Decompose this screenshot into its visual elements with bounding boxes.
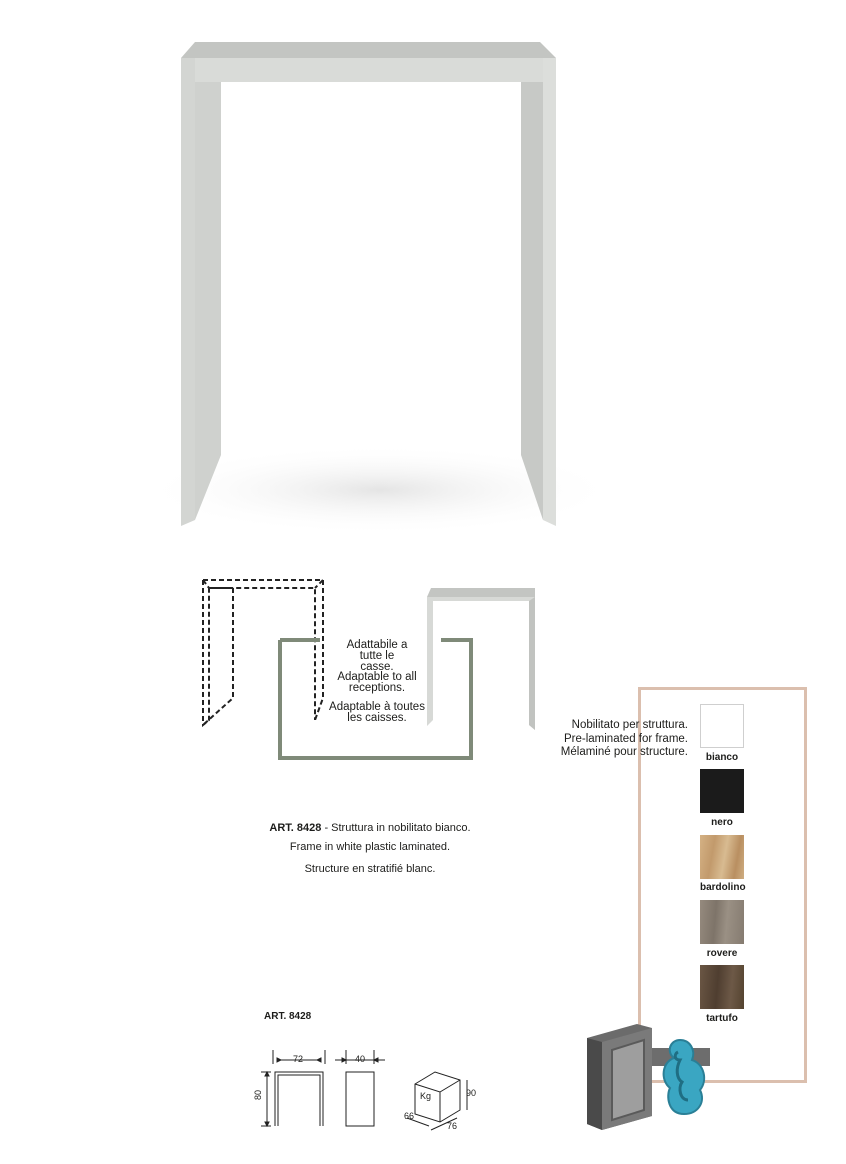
adaptable-text-en: Adaptable to all receptions. [337,671,417,694]
pkg-width: 66 [404,1111,415,1121]
swatch-label-nero: nero [711,817,733,828]
swatch-bardolino [700,835,744,879]
dim-height: 80 [253,1089,263,1100]
swatch-label-tartufo: tartufo [706,1013,738,1024]
dashed-desk-outline [203,580,323,725]
laminated-it: Nobilitato per struttura. [571,719,688,731]
swatch-nero [700,769,744,813]
swatch-label-rovere: rovere [706,948,738,959]
grey-desk [427,588,535,730]
adaptable-text-fr: Adaptable à toutes les caisses. [329,701,425,724]
adaptable-text-it: Adattabile a tutte le casse. [346,639,408,673]
description-art-code: ART. 8428 [269,822,322,834]
swatch-label-bardolino: bardolino [700,882,746,893]
product-image [0,0,846,560]
laminated-en: Pre-laminated for frame. [564,733,688,745]
dim-width: 72 [293,1054,304,1064]
description-en: Frame in white plastic laminated. [289,841,451,853]
description-fr: Structure en stratifié blanc. [304,863,436,875]
swatch-label-bianco: bianco [705,752,739,763]
description-it-text: - Struttura in nobilitato bianco. [321,822,471,834]
swatch-bianco [700,704,744,748]
specs-art-code: ART. 8428 [264,1011,312,1022]
swatch-tartufo [700,965,744,1009]
pkg-depth: 76 [447,1121,458,1131]
cabinet-logo-illustration [582,1018,717,1130]
swatch-rovere [700,900,744,944]
laminated-fr: Mélaminé pour structure. [560,746,688,758]
description-it [220,823,520,834]
pkg-height: 90 [466,1088,477,1098]
dim-depth: 40 [355,1054,366,1064]
pkg-kg: Kg [420,1091,432,1101]
